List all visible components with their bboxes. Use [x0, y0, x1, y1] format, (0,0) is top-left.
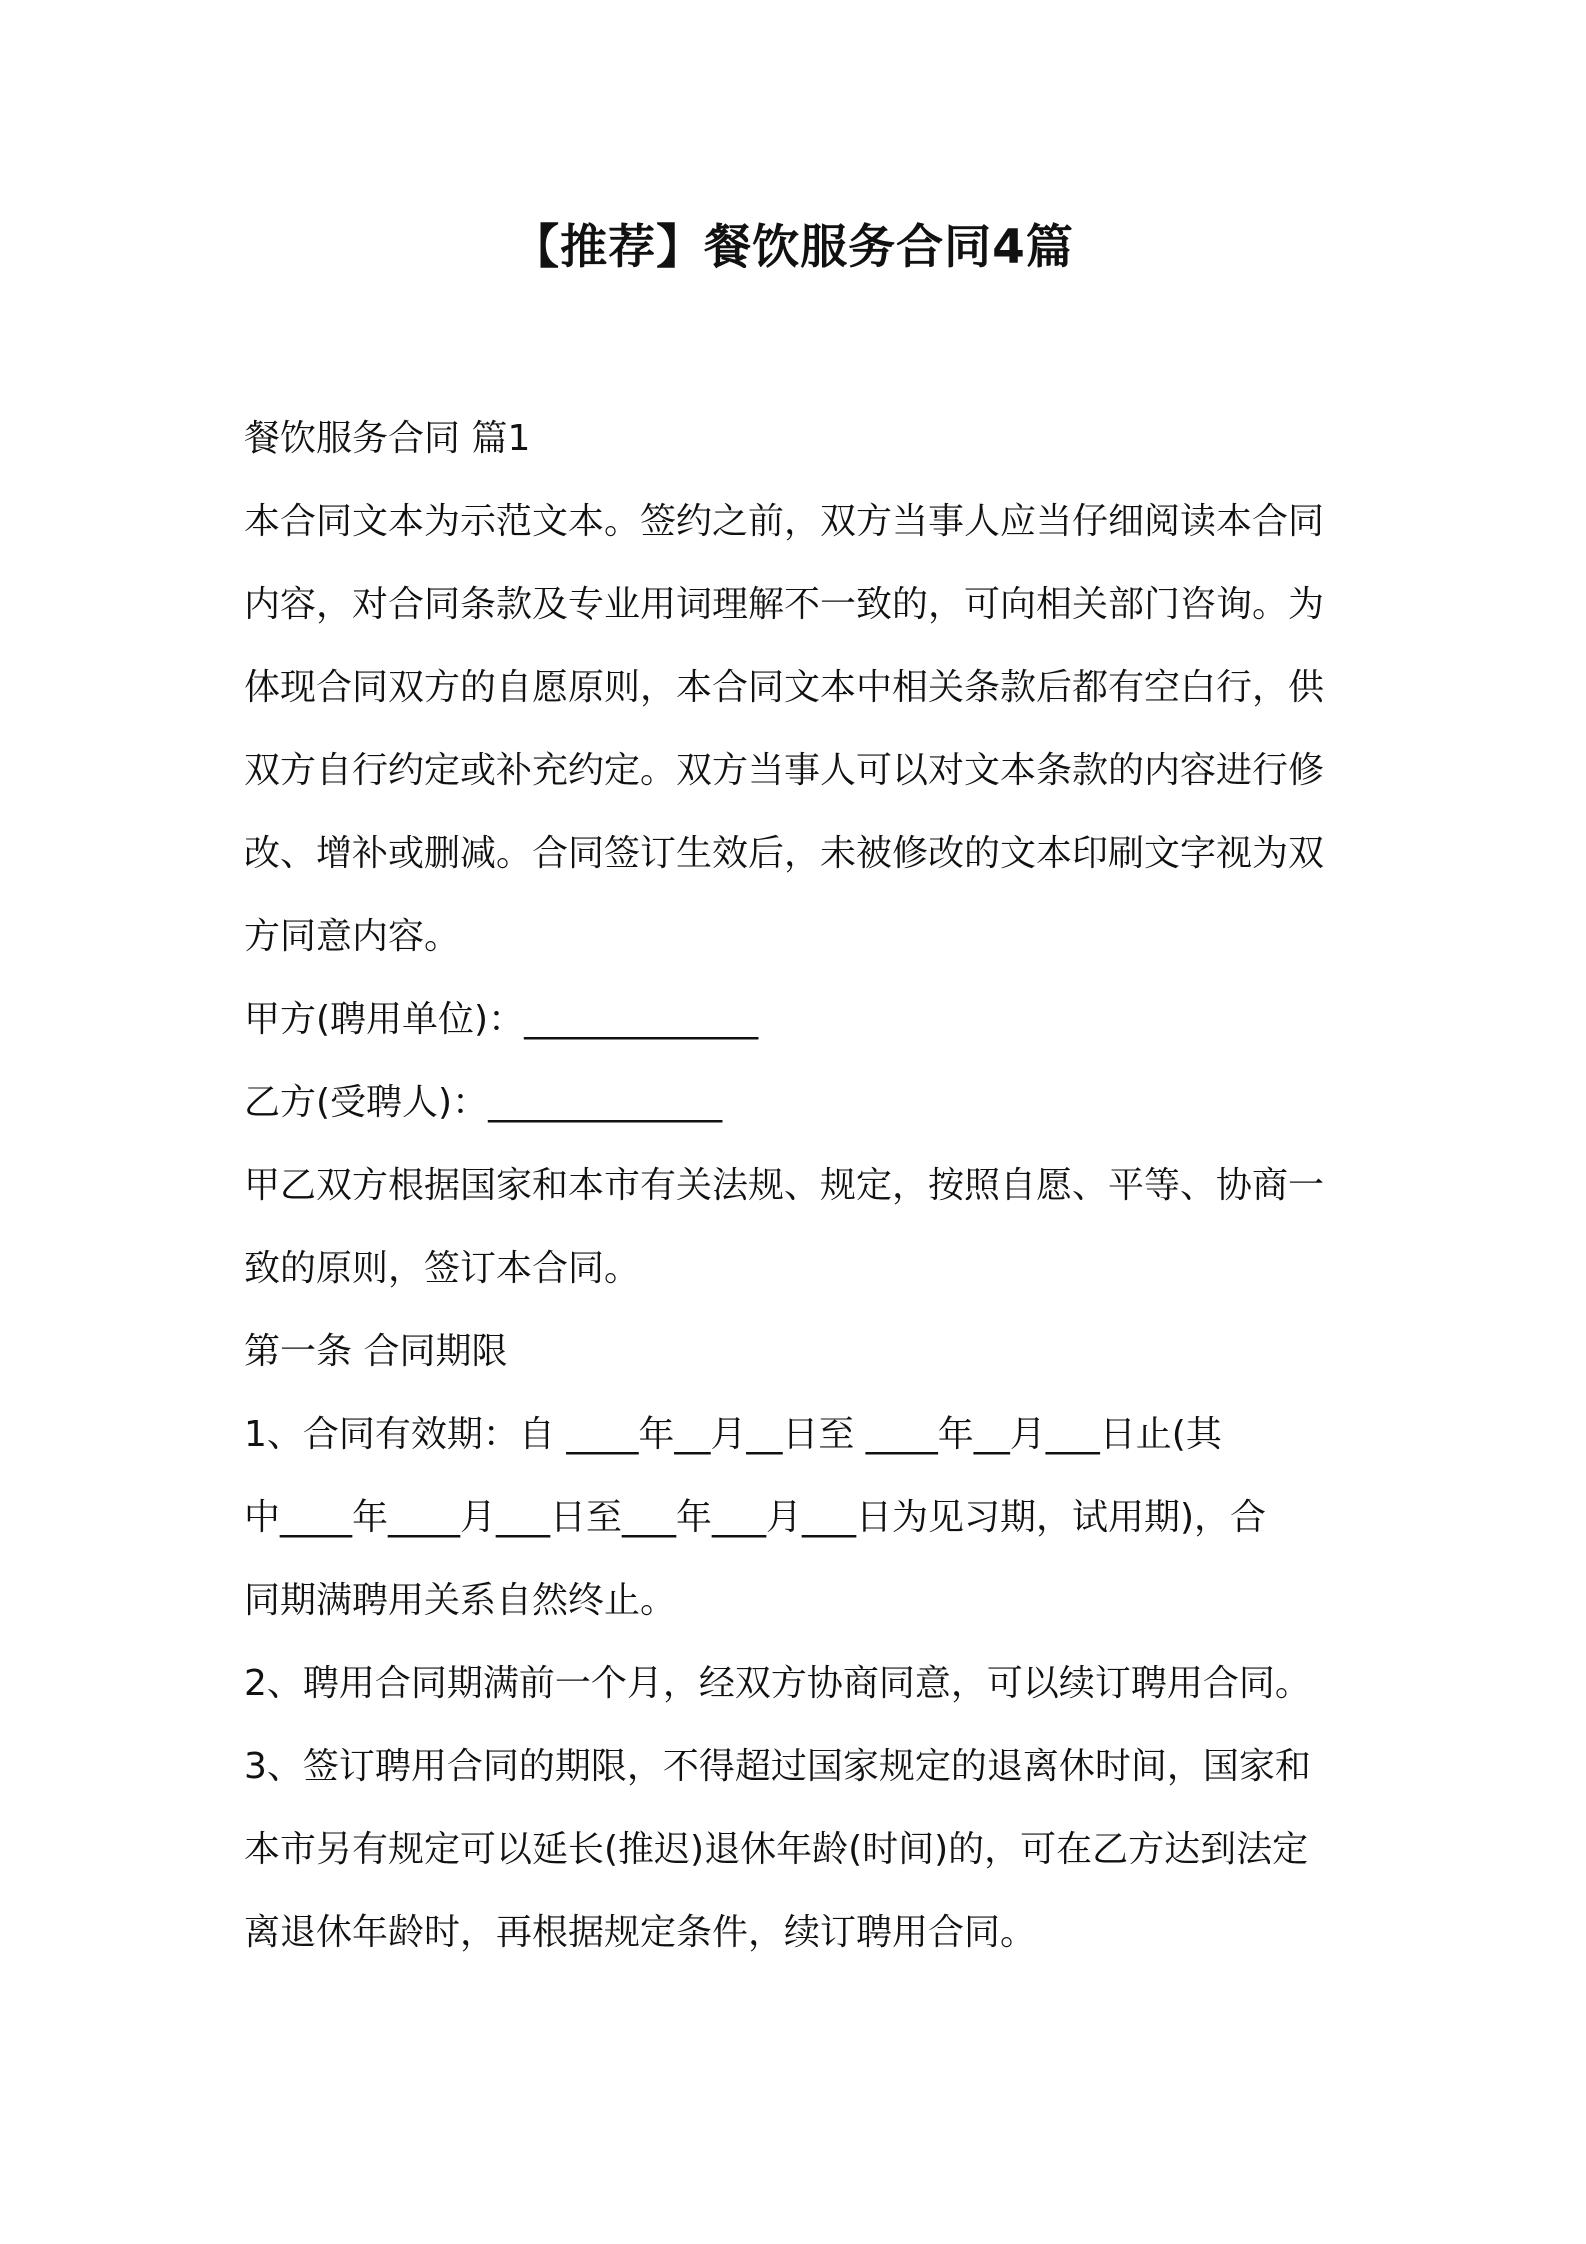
clause-line: 1、合同有效期：自 ____年__月__日至 ____年__月___日止(其	[244, 1414, 1222, 1455]
article-heading: 第一条 合同期限	[244, 1331, 508, 1372]
paragraph-line: 致的原则，签订本合同。	[244, 1248, 641, 1289]
clause-line: 中____年____月___日至___年___月___日为见习期，试用期)，合	[244, 1497, 1267, 1538]
party-a-field: 甲方(聘用单位)：_____________	[244, 999, 759, 1040]
paragraph-line: 本合同文本为示范文本。签约之前，双方当事人应当仔细阅读本合同	[244, 501, 1325, 542]
paragraph-line: 甲乙双方根据国家和本市有关法规、规定，按照自愿、平等、协商一	[244, 1165, 1325, 1206]
party-b-field: 乙方(受聘人)：_____________	[244, 1082, 723, 1123]
paragraph-line: 方同意内容。	[244, 916, 461, 957]
paragraph-line: 内容，对合同条款及专业用词理解不一致的，可向相关部门咨询。为	[244, 584, 1325, 625]
document-body	[244, 397, 1360, 1974]
paragraph-line: 改、增补或删减。合同签订生效后，未被修改的文本印刷文字视为双	[244, 833, 1325, 874]
section-heading: 餐饮服务合同 篇1	[244, 418, 531, 459]
clause-line: 同期满聘用关系自然终止。	[244, 1580, 677, 1621]
document-title: 【推荐】餐饮服务合同4篇	[512, 220, 1074, 275]
clause-line: 3、签订聘用合同的期限，不得超过国家规定的退离休时间，国家和	[244, 1746, 1311, 1787]
clause-line: 本市另有规定可以延长(推迟)退休年龄(时间)的，可在乙方达到法定	[244, 1829, 1309, 1870]
clause-line: 2、聘用合同期满前一个月，经双方协商同意，可以续订聘用合同。	[244, 1663, 1311, 1704]
paragraph-line: 双方自行约定或补充约定。双方当事人可以对文本条款的内容进行修	[244, 750, 1325, 791]
paragraph-line: 体现合同双方的自愿原则，本合同文本中相关条款后都有空白行，供	[244, 667, 1325, 708]
clause-line: 离退休年龄时，再根据规定条件，续订聘用合同。	[244, 1912, 1037, 1953]
